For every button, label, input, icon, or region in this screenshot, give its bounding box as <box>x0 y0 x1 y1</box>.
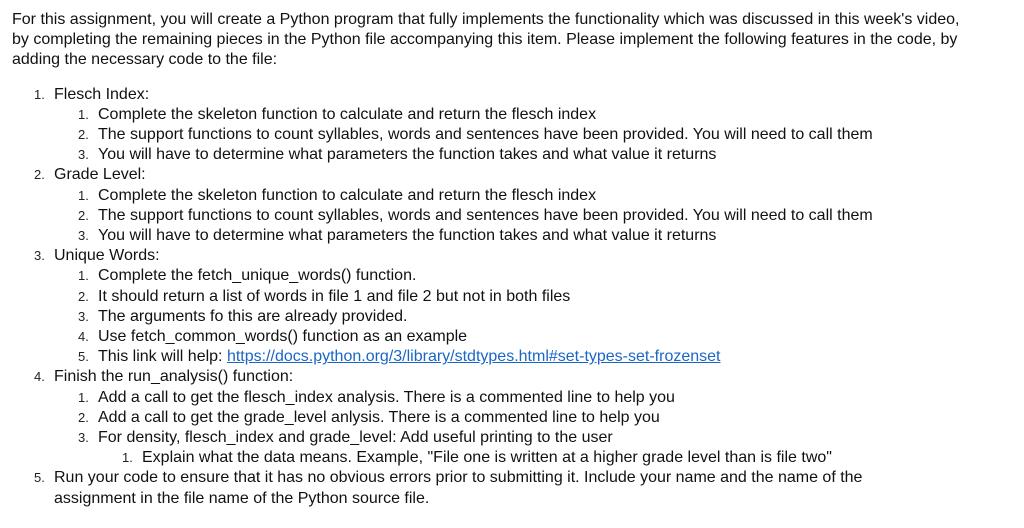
subtask-list <box>54 105 1008 166</box>
list-number: 1. <box>34 86 45 102</box>
list-number: 3. <box>78 147 89 163</box>
list-number: 1. <box>78 106 89 122</box>
task-flesch-index <box>34 85 1008 166</box>
list-item <box>78 266 1008 286</box>
task-run-analysis <box>34 367 1008 468</box>
list-item <box>78 388 1008 408</box>
list-number: 3. <box>78 308 89 324</box>
list-number: 1. <box>78 187 89 203</box>
list-number: 4. <box>34 369 45 385</box>
list-number: 2. <box>78 127 89 143</box>
task-run-code <box>34 468 1008 508</box>
list-number: 5. <box>34 470 45 486</box>
list-item-text: Complete the skeleton function to calculate and return the flesch index <box>98 186 597 204</box>
task-unique-words <box>34 246 1008 367</box>
list-item-text: Complete the fetch_unique_words() function. <box>98 267 417 285</box>
list-item <box>78 125 1008 145</box>
list-item-text: Use fetch_common_words() function as an example <box>98 328 468 346</box>
list-item <box>78 287 1008 307</box>
list-number: 3. <box>78 430 89 446</box>
task-title: Run your code to ensure that it has no obvious errors prior to submitting it. Include your name and the name of the assignment in the file name of the Python source file. <box>54 469 863 507</box>
task-title: Finish the run_analysis() function: <box>54 368 294 386</box>
task-grade-level <box>34 165 1008 246</box>
subtask-list <box>54 266 1008 367</box>
list-item-text: It should return a list of words in file 1 and file 2 but not in both files <box>98 287 571 305</box>
list-item <box>78 105 1008 125</box>
list-number: 3. <box>34 248 45 264</box>
list-number: 1. <box>78 389 89 405</box>
list-number: 1. <box>122 450 133 466</box>
list-number: 2. <box>78 409 89 425</box>
subtask-list <box>54 186 1008 247</box>
list-item-text: Add a call to get the grade_level anlysis. There is a commented line to help you <box>98 408 660 426</box>
nested-subtask-list <box>98 448 1008 468</box>
list-number: 3. <box>78 228 89 244</box>
list-item <box>122 448 1008 468</box>
list-item <box>78 307 1008 327</box>
list-number: 1. <box>78 268 89 284</box>
list-item <box>78 408 1008 428</box>
list-item <box>78 428 1008 468</box>
list-number: 5. <box>78 349 89 365</box>
list-item <box>78 186 1008 206</box>
list-item-text: Explain what the data means. Example, "File one is written at a higher grade level than is file two" <box>142 449 832 467</box>
list-item <box>78 226 1008 246</box>
list-number: 2. <box>78 207 89 223</box>
task-title: Unique Words: <box>54 247 160 265</box>
list-item-text: You will have to determine what parameters the function takes and what value it returns <box>98 146 717 164</box>
list-item-text: Add a call to get the flesch_index analysis. There is a commented line to help you <box>98 388 675 406</box>
list-item <box>78 327 1008 347</box>
task-title: Flesch Index: <box>54 85 150 103</box>
intro-paragraph: For this assignment, you will create a Python program that fully implements the functionality which was discussed in this week's video, by completing the remaining pieces in the Python file accompanying this item. Please implement the following features in the code, by adding the necessary code to the file: <box>12 11 960 69</box>
list-item-text: Complete the skeleton function to calculate and return the flesch index <box>98 105 597 123</box>
list-item-text: For density, flesch_index and grade_level: Add useful printing to the user <box>98 429 613 447</box>
task-list <box>12 85 1008 509</box>
list-number: 2. <box>34 167 45 183</box>
list-item <box>78 206 1008 226</box>
list-item-text: You will have to determine what parameters the function takes and what value it returns <box>98 227 717 245</box>
list-item-text: The support functions to count syllables, words and sentences have been provided. You will need to call them <box>98 206 873 224</box>
subtask-list <box>54 388 1008 469</box>
list-number: 4. <box>78 329 89 345</box>
list-number: 2. <box>78 288 89 304</box>
python-docs-link[interactable]: https://docs.python.org/3/library/stdtypes.html#set-types-set-frozenset <box>226 348 721 366</box>
list-item-text: The support functions to count syllables, words and sentences have been provided. You will need to call them <box>98 126 873 144</box>
list-item <box>78 347 1008 367</box>
list-item-text: This link will help: <box>98 348 227 366</box>
list-item <box>78 145 1008 165</box>
list-item-text: The arguments fo this are already provided. <box>98 307 408 325</box>
task-title: Grade Level: <box>54 166 146 184</box>
